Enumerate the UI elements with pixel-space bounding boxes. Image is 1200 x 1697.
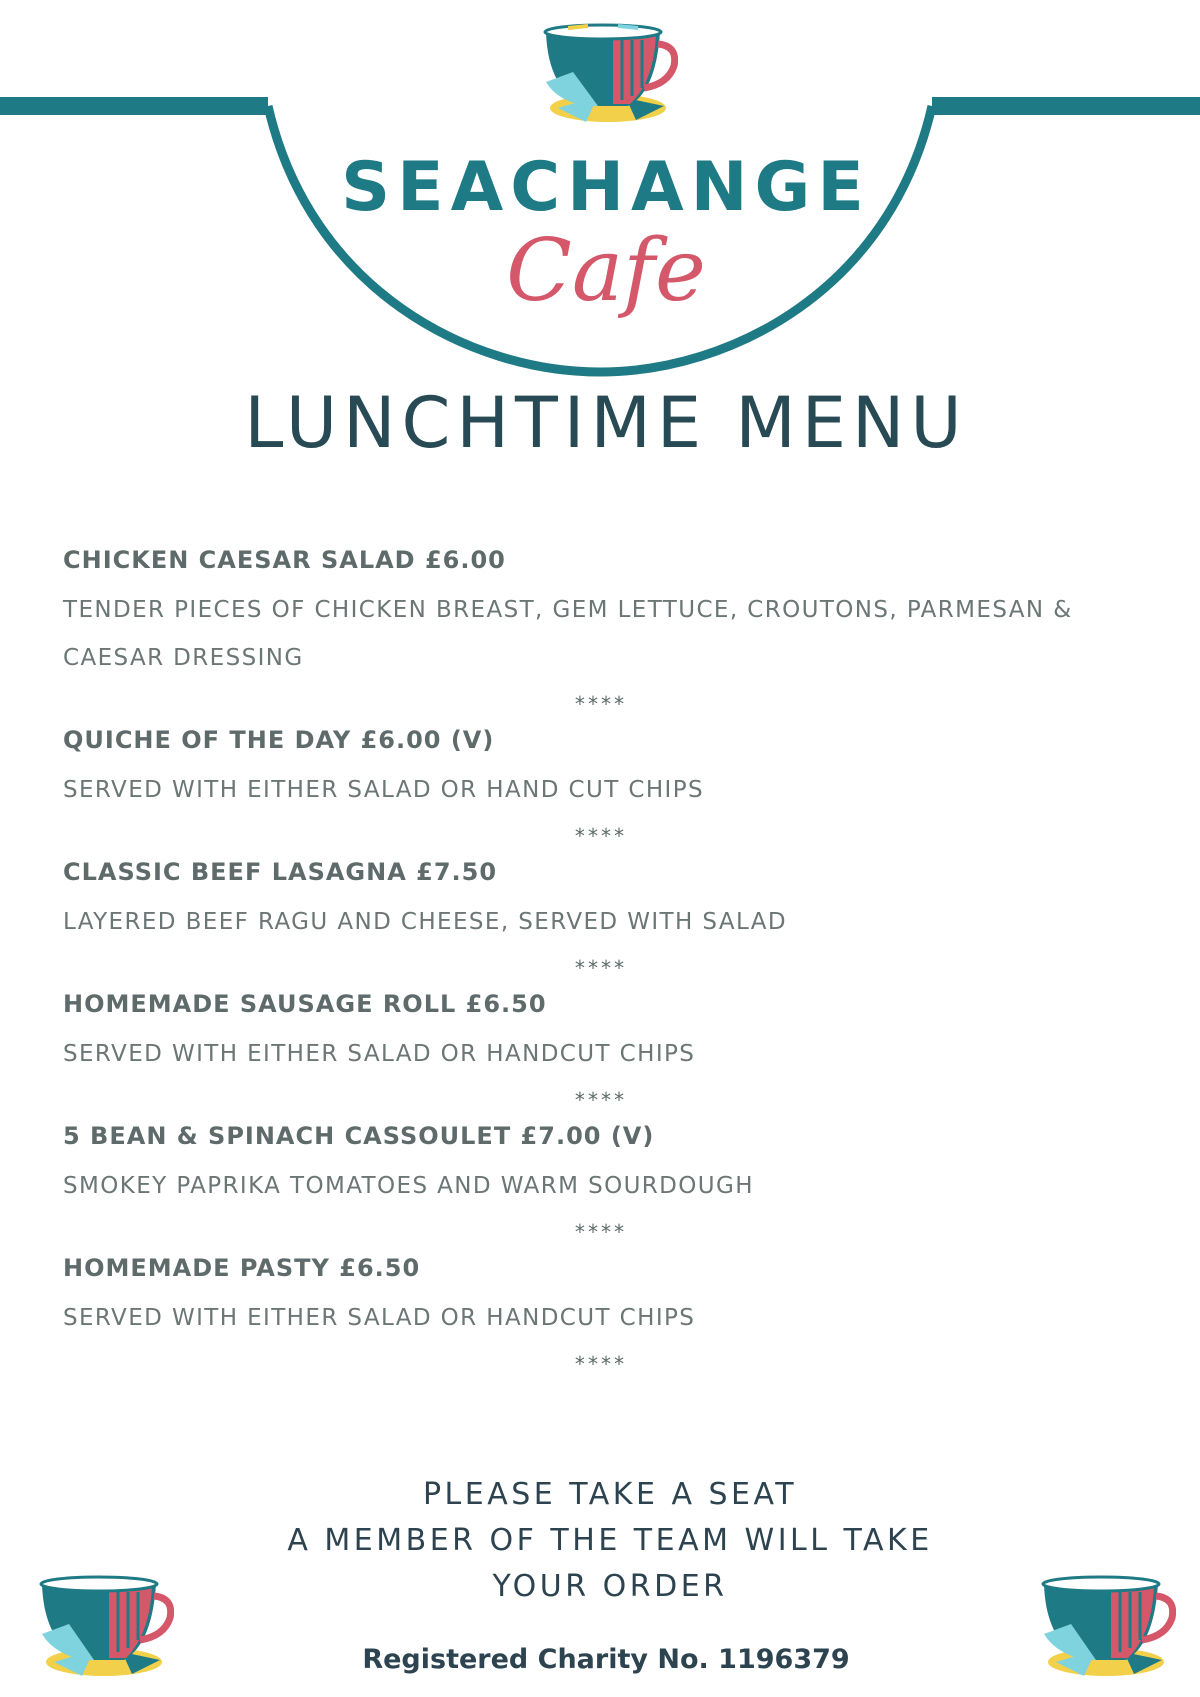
brand-script-wordmark: Cafe <box>506 221 706 321</box>
menu-item-name: QUICHE OF THE DAY £6.00 (V) <box>63 726 495 754</box>
menu-item <box>63 546 1143 682</box>
menu-item-description: SERVED WITH EITHER SALAD OR HANDCUT CHIPS <box>63 1041 696 1067</box>
menu-item-description: LAYERED BEEF RAGU AND CHEESE, SERVED WITH SALAD <box>63 909 787 935</box>
menu-item <box>63 726 1143 814</box>
coffee-cup-icon <box>538 22 678 132</box>
brand-name: SEACHANGE <box>341 148 871 227</box>
closing-line-1: PLEASE TAKE A SEAT <box>422 1477 798 1512</box>
menu-item <box>63 858 1143 946</box>
separator: **** <box>573 1220 627 1244</box>
menu-title: LUNCHTIME MENU <box>244 382 968 464</box>
menu-item <box>63 1122 1143 1210</box>
menu-item-name: 5 BEAN & SPINACH CASSOULET £7.00 (V) <box>63 1122 655 1150</box>
separator: **** <box>573 956 627 980</box>
separator: **** <box>573 824 627 848</box>
menu-item-description: TENDER PIECES OF CHICKEN BREAST, GEM LETTUCE, CROUTONS, PARMESAN & CAESAR DRESSING <box>63 597 1073 671</box>
closing-line-3: YOUR ORDER <box>492 1569 728 1604</box>
menu-item <box>63 1254 1143 1342</box>
menu-item-name: HOMEMADE PASTY £6.50 <box>63 1254 421 1282</box>
separator: **** <box>573 692 627 716</box>
menu-item-description: SMOKEY PAPRIKA TOMATOES AND WARM SOURDOUGH <box>63 1173 754 1199</box>
menu-item-description: SERVED WITH EITHER SALAD OR HAND CUT CHIPS <box>63 777 704 803</box>
menu-item-name: CHICKEN CAESAR SALAD £6.00 <box>63 546 506 574</box>
coffee-cup-icon <box>34 1572 174 1682</box>
closing-message <box>0 1472 1200 1610</box>
menu-item-name: HOMEMADE SAUSAGE ROLL £6.50 <box>63 990 547 1018</box>
menu-item-name: CLASSIC BEEF LASAGNA £7.50 <box>63 858 498 886</box>
separator: **** <box>573 1088 627 1112</box>
menu-item-description: SERVED WITH EITHER SALAD OR HANDCUT CHIPS <box>63 1305 696 1331</box>
closing-line-2: A MEMBER OF THE TEAM WILL TAKE <box>287 1523 933 1558</box>
menu-items-list <box>63 546 1143 1386</box>
menu-item <box>63 990 1143 1078</box>
charity-number: Registered Charity No. 1196379 <box>362 1644 850 1675</box>
separator: **** <box>573 1352 627 1376</box>
coffee-cup-icon <box>1036 1572 1176 1682</box>
